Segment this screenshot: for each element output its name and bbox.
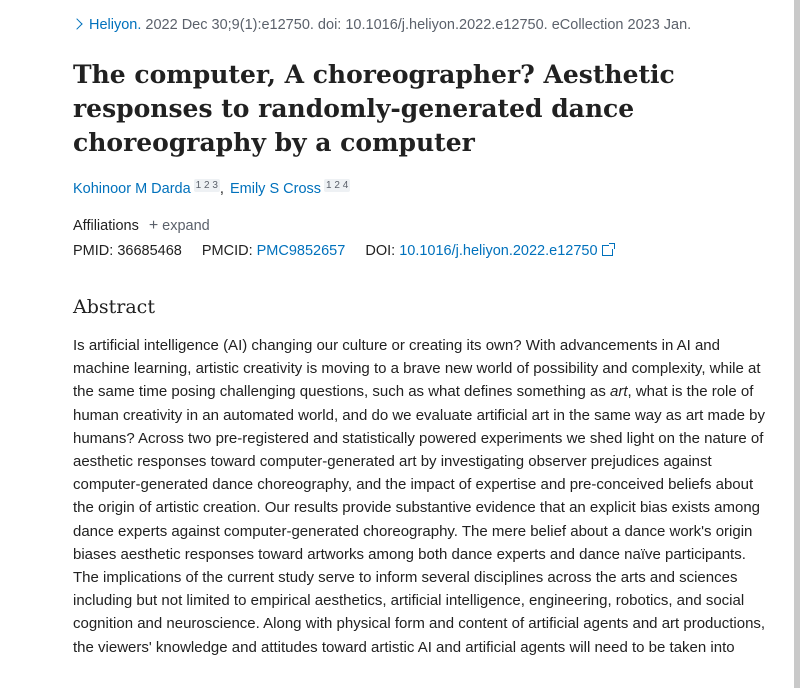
pmcid-group: [202, 243, 349, 259]
abstract-text-part-2: , what is the role of human creativity in an automated world, and do we evaluate artificial art in the same way as art made by humans? Across two pre-registered and statistically powered experiments we shed light on the nature of aesthetic responses toward computer-generated art by investigating observer prejudices against computer-generated dance choreography, and the impact of expertise and pre-conceived beliefs about the origin of artistic creation. Our results provide substantive evidence that an explicit bias exists among dance experts against computer-generated choreography. The mere belief about a dance work's origin biases aesthetic responses toward artworks among both dance experts and dance naïve participants. The implications of the current study serve to inform several disciplines across the arts and sciences including but not limited to empirical aesthetics, artificial intelligence, engineering, robotics, and social cognition and neuroscience. Along with physical form and content of artificial agents and art productions, the viewers' knowledge and attitudes toward artistic AI and artificial agents will need to be taken into: [73, 383, 766, 656]
plus-icon: +: [148, 217, 159, 234]
pmid-group: [73, 243, 186, 259]
expand-label[interactable]: expand: [162, 218, 210, 234]
citation-details: 2022 Dec 30;9(1):e12750. doi: 10.1016/j.heliyon.2022.e12750. eCollection 2023 Jan.: [145, 17, 692, 33]
abstract-text: [73, 334, 773, 659]
author-link-cross[interactable]: Emily S Cross: [229, 181, 322, 197]
author-separator: ,: [219, 181, 224, 197]
affiliations-label: Affiliations: [73, 218, 139, 234]
pmcid-label: PMCID:: [201, 243, 253, 259]
pmcid-link[interactable]: PMC9852657: [256, 243, 346, 259]
citation-line: [73, 17, 691, 33]
abstract-emphasis-art: art: [609, 383, 628, 401]
external-link-icon[interactable]: [602, 245, 613, 256]
author-link-darda[interactable]: Kohinoor M Darda: [73, 181, 191, 197]
author-affiliation-numbers[interactable]: 1 2 3: [195, 180, 218, 191]
chevron-right-icon: [71, 18, 82, 29]
doi-link[interactable]: 10.1016/j.heliyon.2022.e12750: [399, 243, 598, 259]
pmid-label: PMID:: [73, 243, 114, 259]
abstract-text-part-1: Is artificial intelligence (AI) changing our culture or creating its own? With advancements in AI and machine learning, artistic creativity is moving to a brave new world of possibility and complexity, while at the same time posing challenging questions, such as what defines something as: [73, 337, 761, 401]
author-list: [73, 181, 350, 197]
doi-group: [365, 243, 612, 259]
abstract-heading: Abstract: [73, 296, 155, 318]
doi-label: DOI:: [365, 243, 396, 259]
author-affiliation-numbers[interactable]: 1 2 4: [326, 180, 349, 191]
window-edge: [794, 0, 800, 688]
affiliations-toggle[interactable]: [73, 217, 210, 235]
journal-link[interactable]: Heliyon.: [89, 17, 142, 33]
pmid-value: 36685468: [117, 243, 182, 259]
identifiers: [73, 243, 629, 259]
article-title: The computer, A choreographer? Aesthetic responses to randomly-generated dance choreography by a computer: [73, 60, 675, 157]
